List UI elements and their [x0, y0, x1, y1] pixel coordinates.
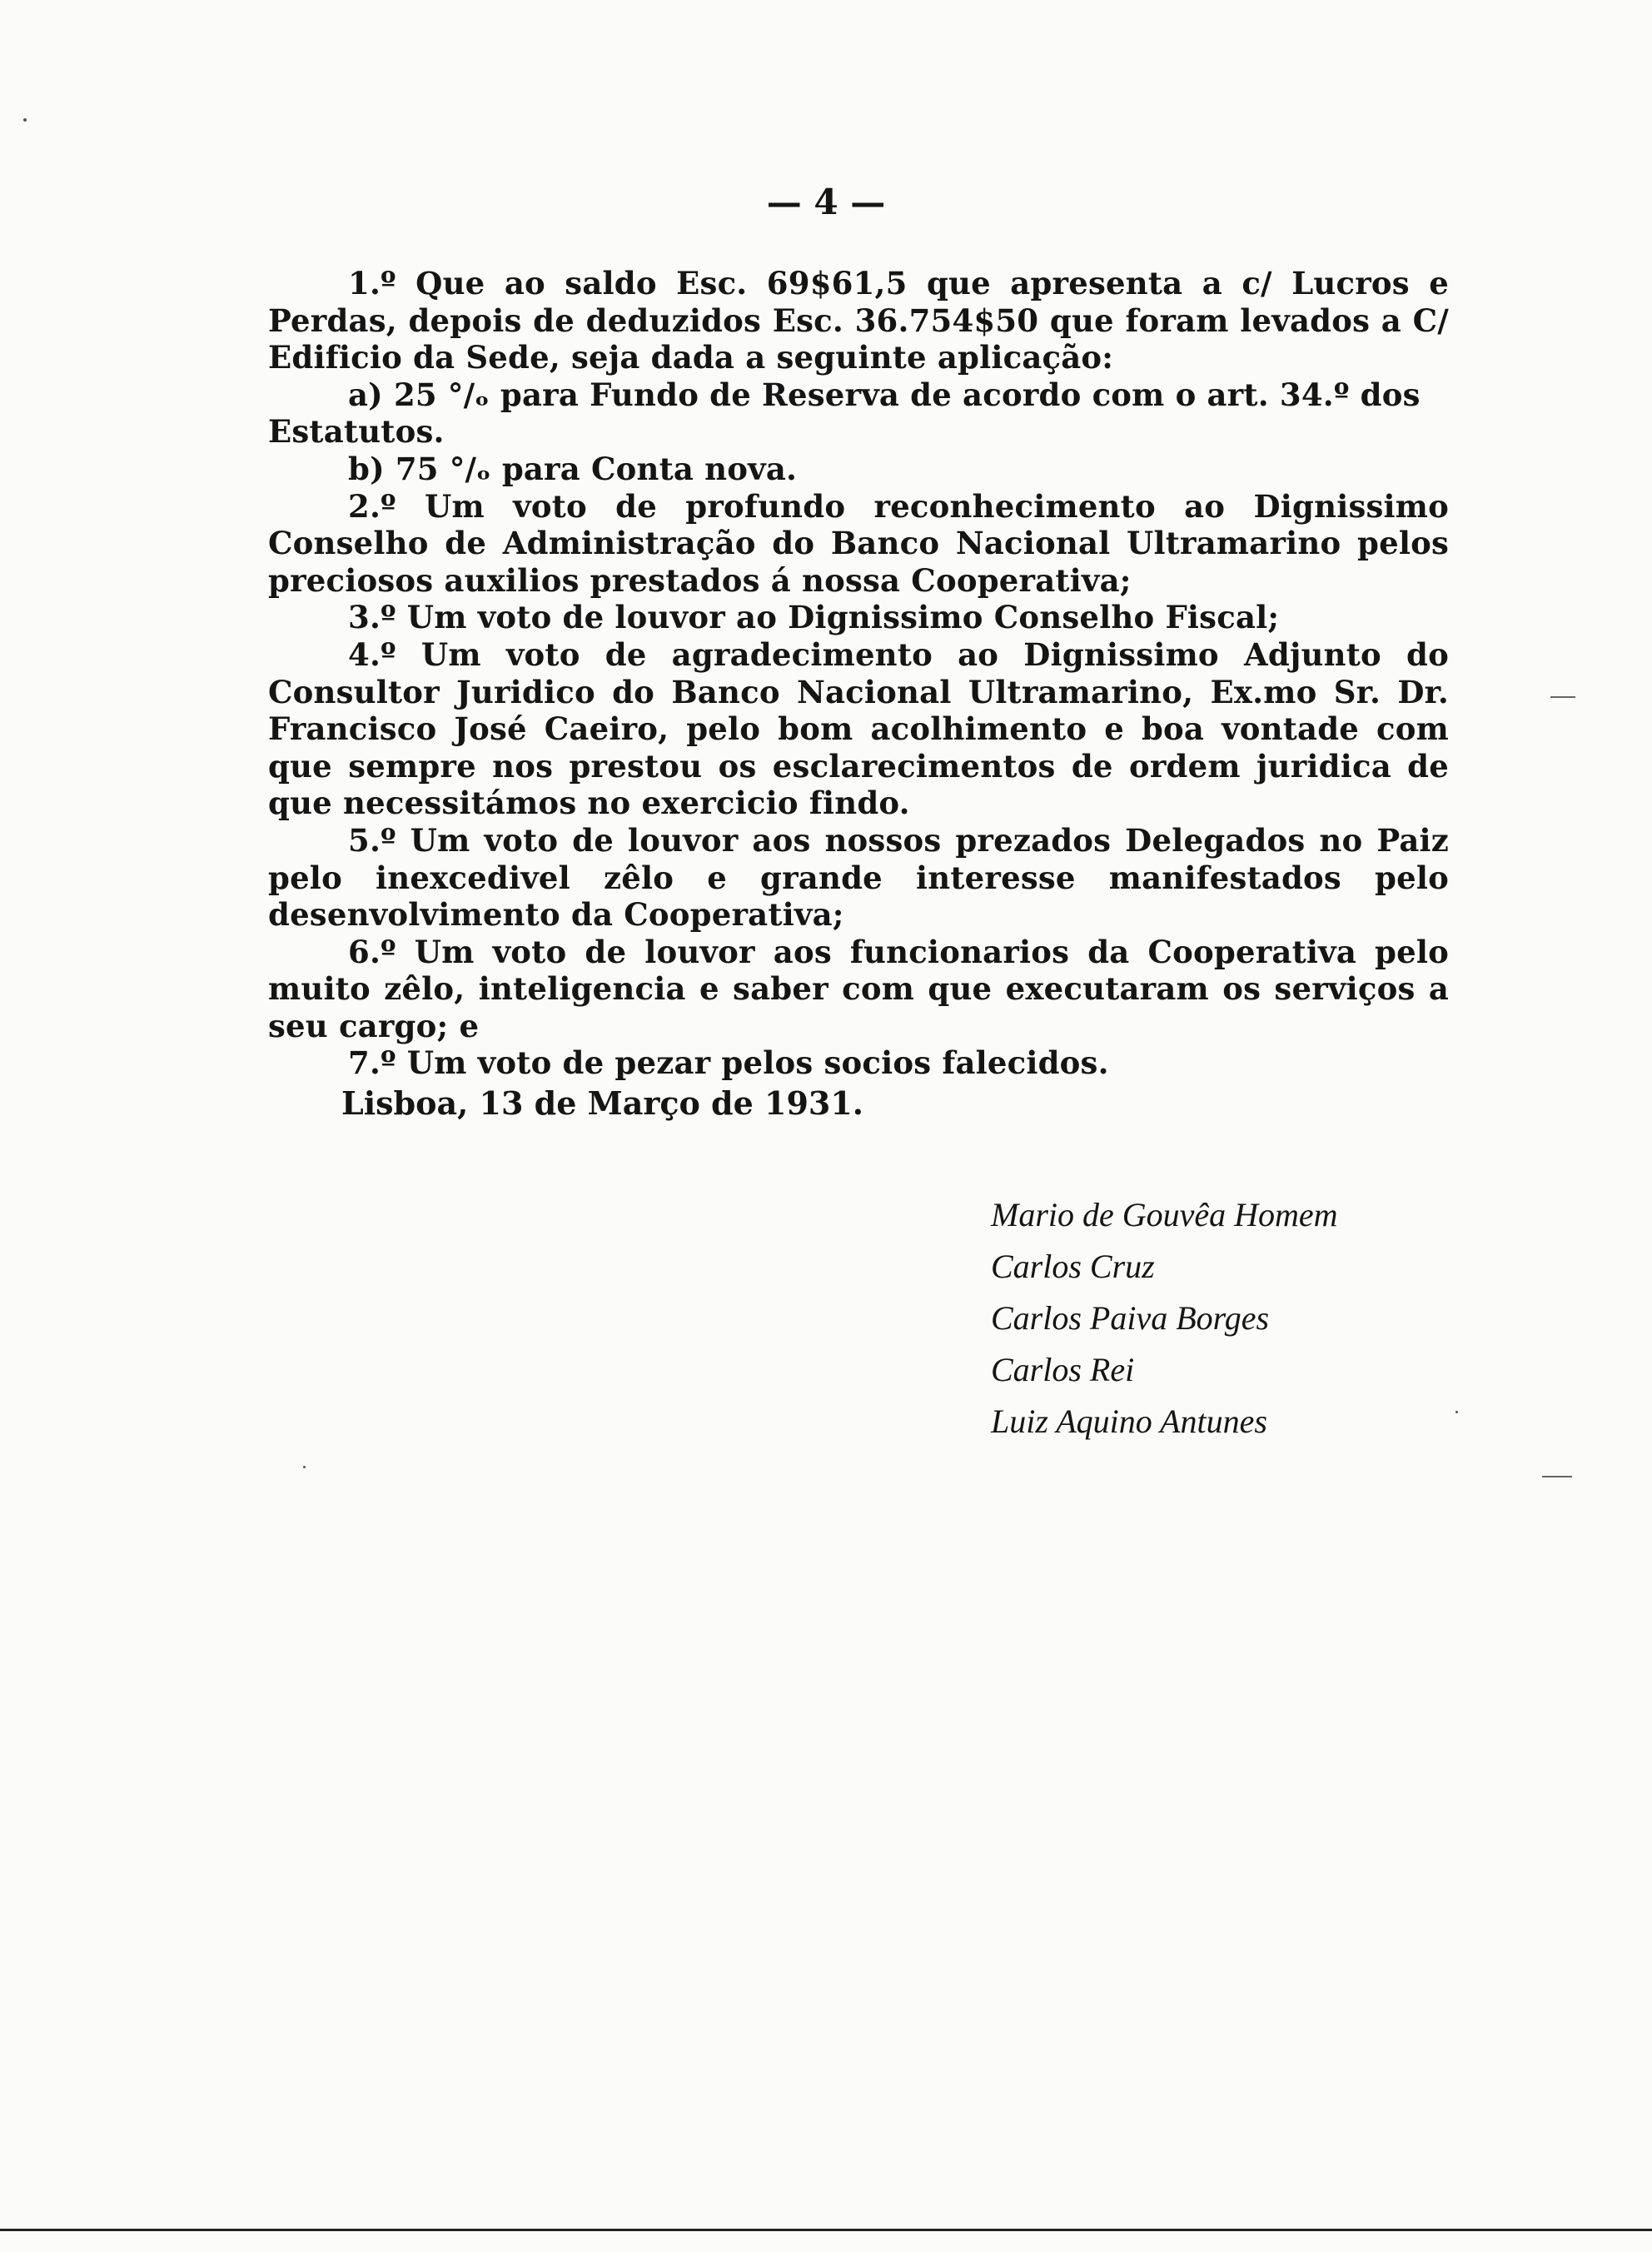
resolution-1b: b) 75 °/ₒ para Conta nova.: [348, 450, 798, 487]
scan-mark: [1550, 696, 1575, 698]
signatory-5: Luiz Aquino Antunes: [991, 1403, 1267, 1440]
resolution-1: 1.º Que ao saldo Esc. 69$61,5 que apresenta a c/ Lucros e Perdas, depois de deduzidos Esc. 36.754$50 que foram levados a C/ Edificio da Sede, seja dada a seguinte aplicação:: [268, 265, 1449, 376]
resolution-1a: a) 25 °/ₒ para Fundo de Reserva de acordo com o art. 34.º dos Estatutos.: [268, 376, 1421, 451]
signatory-3: Carlos Paiva Borges: [991, 1299, 1270, 1337]
resolution-3: 3.º Um voto de louvor ao Dignissimo Conselho Fiscal;: [348, 599, 1280, 636]
date-line: Lisboa, 13 de Março de 1931.: [341, 1084, 864, 1122]
bottom-rule: [0, 2229, 1652, 2231]
scan-mark: [1542, 1476, 1572, 1477]
resolution-7: 7.º Um voto de pezar pelos socios falecidos.: [348, 1044, 1109, 1082]
signatory-4: Carlos Rei: [991, 1351, 1135, 1388]
resolution-6: 6.º Um voto de louvor aos funcionarios da Cooperativa pelo muito zêlo, inteligencia e saber com que executaram os serviços a seu cargo; e: [268, 933, 1449, 1044]
scan-speck: [1455, 1411, 1458, 1413]
scan-speck: [303, 1466, 306, 1468]
resolutions-list: [268, 265, 1449, 1082]
page-number: — 4 —: [766, 182, 886, 222]
signatory-2: Carlos Cruz: [991, 1248, 1155, 1285]
signature-block: [991, 1189, 1338, 1447]
signatory-1: Mario de Gouvêa Homem: [991, 1196, 1338, 1233]
resolution-2: 2.º Um voto de profundo reconhecimento ao Dignissimo Conselho de Administração do Banco Nacional Ultramarino pelos preciosos auxilios prestados á nossa Cooperativa;: [268, 487, 1449, 599]
scan-speck: [23, 118, 27, 122]
resolution-4: 4.º Um voto de agradecimento ao Dignissimo Adjunto do Consultor Juridico do Banco Nacional Ultramarino, Ex.mo Sr. Dr. Francisco José Caeiro, pelo bom acolhimento e boa vontade com que sempre nos prestou os esclarecimentos de ordem juridica de que necessitámos no exercicio findo.: [268, 635, 1449, 822]
resolution-5: 5.º Um voto de louvor aos nossos prezados Delegados no Paiz pelo inexcedivel zêlo e grande interesse manifestados pelo desenvolvimento da Cooperativa;: [268, 821, 1449, 934]
